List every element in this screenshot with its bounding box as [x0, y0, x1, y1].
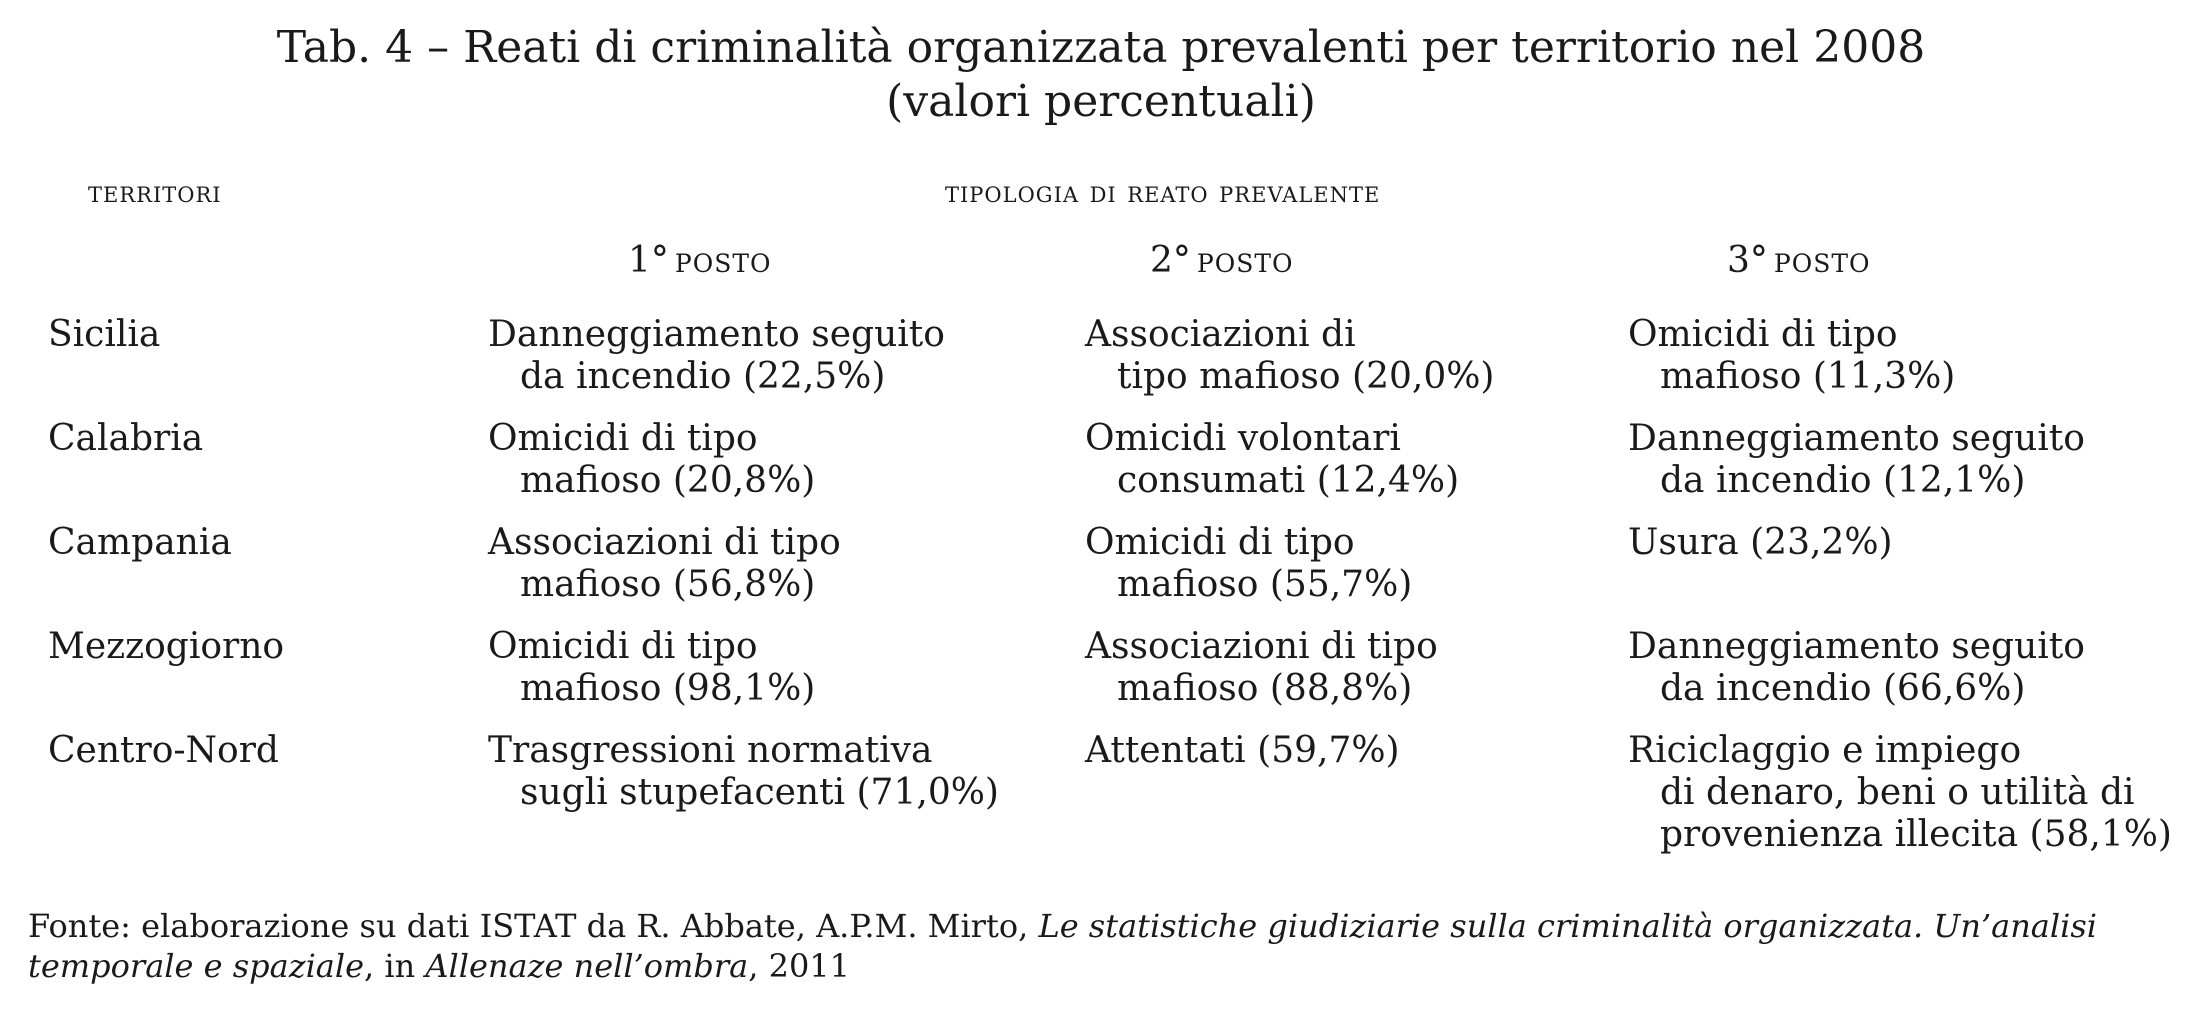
cell-line: da incendio (22,5%)	[520, 356, 886, 397]
cell-line: Danneggiamento seguito	[1628, 418, 2085, 459]
cell-line: mafioso (56,8%)	[520, 564, 816, 605]
source-middle: , in	[364, 947, 426, 985]
source-note	[28, 906, 2178, 986]
cell-line: mafioso (55,7%)	[1117, 564, 1413, 605]
cell-calabria-posto1	[488, 418, 815, 502]
cell-line: Riciclaggio e impiego	[1628, 730, 2022, 771]
region-sicilia: Sicilia	[48, 314, 161, 355]
header-posto-3-num: 3°	[1727, 240, 1768, 281]
table-subtitle: (valori percentuali)	[886, 76, 1316, 127]
header-posto-1-num: 1°	[628, 240, 669, 281]
cell-line: Danneggiamento seguito	[1628, 626, 2085, 667]
cell-line: sugli stupefacenti (71,0%)	[520, 772, 999, 813]
cell-line: mafioso (88,8%)	[1117, 668, 1413, 709]
cell-line: mafioso (11,3%)	[1660, 356, 1956, 397]
cell-calabria-posto3	[1628, 418, 2085, 502]
cell-line: di denaro, beni o utilità di	[1660, 772, 2135, 813]
cell-line: mafioso (98,1%)	[520, 668, 816, 709]
cell-line: Omicidi volontari	[1085, 418, 1401, 459]
source-suffix: , 2011	[748, 947, 851, 985]
cell-line: Usura (23,2%)	[1628, 522, 1893, 563]
region-mezzogiorno: Mezzogiorno	[48, 626, 285, 667]
region-centro-nord: Centro-Nord	[48, 730, 279, 771]
cell-line: Omicidi di tipo	[488, 418, 758, 459]
header-posto-1	[628, 240, 772, 281]
cell-centro-nord-posto3	[1628, 730, 2172, 856]
region-campania: Campania	[48, 522, 232, 563]
cell-centro-nord-posto1	[488, 730, 999, 814]
header-territori: territori	[88, 175, 222, 210]
header-tipologia: tipologia di reato prevalente	[945, 175, 1381, 210]
header-posto-2-word: posto	[1196, 240, 1294, 281]
cell-calabria-posto2	[1085, 418, 1459, 502]
cell-line: da incendio (66,6%)	[1660, 668, 2026, 709]
source-prefix: Fonte: elaborazione su dati ISTAT da R. Abbate, A.P.M. Mirto,	[28, 907, 1039, 945]
cell-line: Danneggiamento seguito	[488, 314, 945, 355]
cell-line: Omicidi di tipo	[1628, 314, 1898, 355]
cell-centro-nord-posto2	[1085, 730, 1400, 772]
header-posto-1-word: posto	[674, 240, 772, 281]
cell-sicilia-posto1	[488, 314, 945, 398]
region-calabria: Calabria	[48, 418, 204, 459]
cell-mezzogiorno-posto2	[1085, 626, 1438, 710]
cell-line: mafioso (20,8%)	[520, 460, 816, 501]
source-book: Allenaze nell’ombra	[425, 947, 749, 985]
cell-line: provenienza illecita (58,1%)	[1660, 814, 2172, 855]
cell-campania-posto2	[1085, 522, 1412, 606]
cell-sicilia-posto2	[1085, 314, 1494, 398]
cell-line: Trasgressioni normativa	[488, 730, 933, 771]
cell-sicilia-posto3	[1628, 314, 1955, 398]
header-posto-2-num: 2°	[1150, 240, 1191, 281]
cell-line: Associazioni di	[1085, 314, 1356, 355]
cell-line: consumati (12,4%)	[1117, 460, 1460, 501]
cell-line: tipo mafioso (20,0%)	[1117, 356, 1495, 397]
cell-line: Attentati (59,7%)	[1085, 730, 1400, 771]
cell-line: Omicidi di tipo	[488, 626, 758, 667]
cell-mezzogiorno-posto1	[488, 626, 815, 710]
cell-line: Associazioni di tipo	[488, 522, 841, 563]
table-title: Tab. 4 – Reati di criminalità organizzata prevalenti per territorio nel 2008	[276, 22, 1926, 73]
header-posto-3	[1727, 240, 1871, 281]
cell-campania-posto1	[488, 522, 841, 606]
cell-line: Associazioni di tipo	[1085, 626, 1438, 667]
source-title: Le statistiche giudiziarie sulla criminalità organizzata. Un’analisi temporale e spaziale	[28, 907, 2097, 985]
cell-line: da incendio (12,1%)	[1660, 460, 2026, 501]
header-posto-2	[1150, 240, 1294, 281]
header-posto-3-word: posto	[1773, 240, 1871, 281]
cell-campania-posto3	[1628, 522, 1893, 564]
cell-line: Omicidi di tipo	[1085, 522, 1355, 563]
cell-mezzogiorno-posto3	[1628, 626, 2085, 710]
